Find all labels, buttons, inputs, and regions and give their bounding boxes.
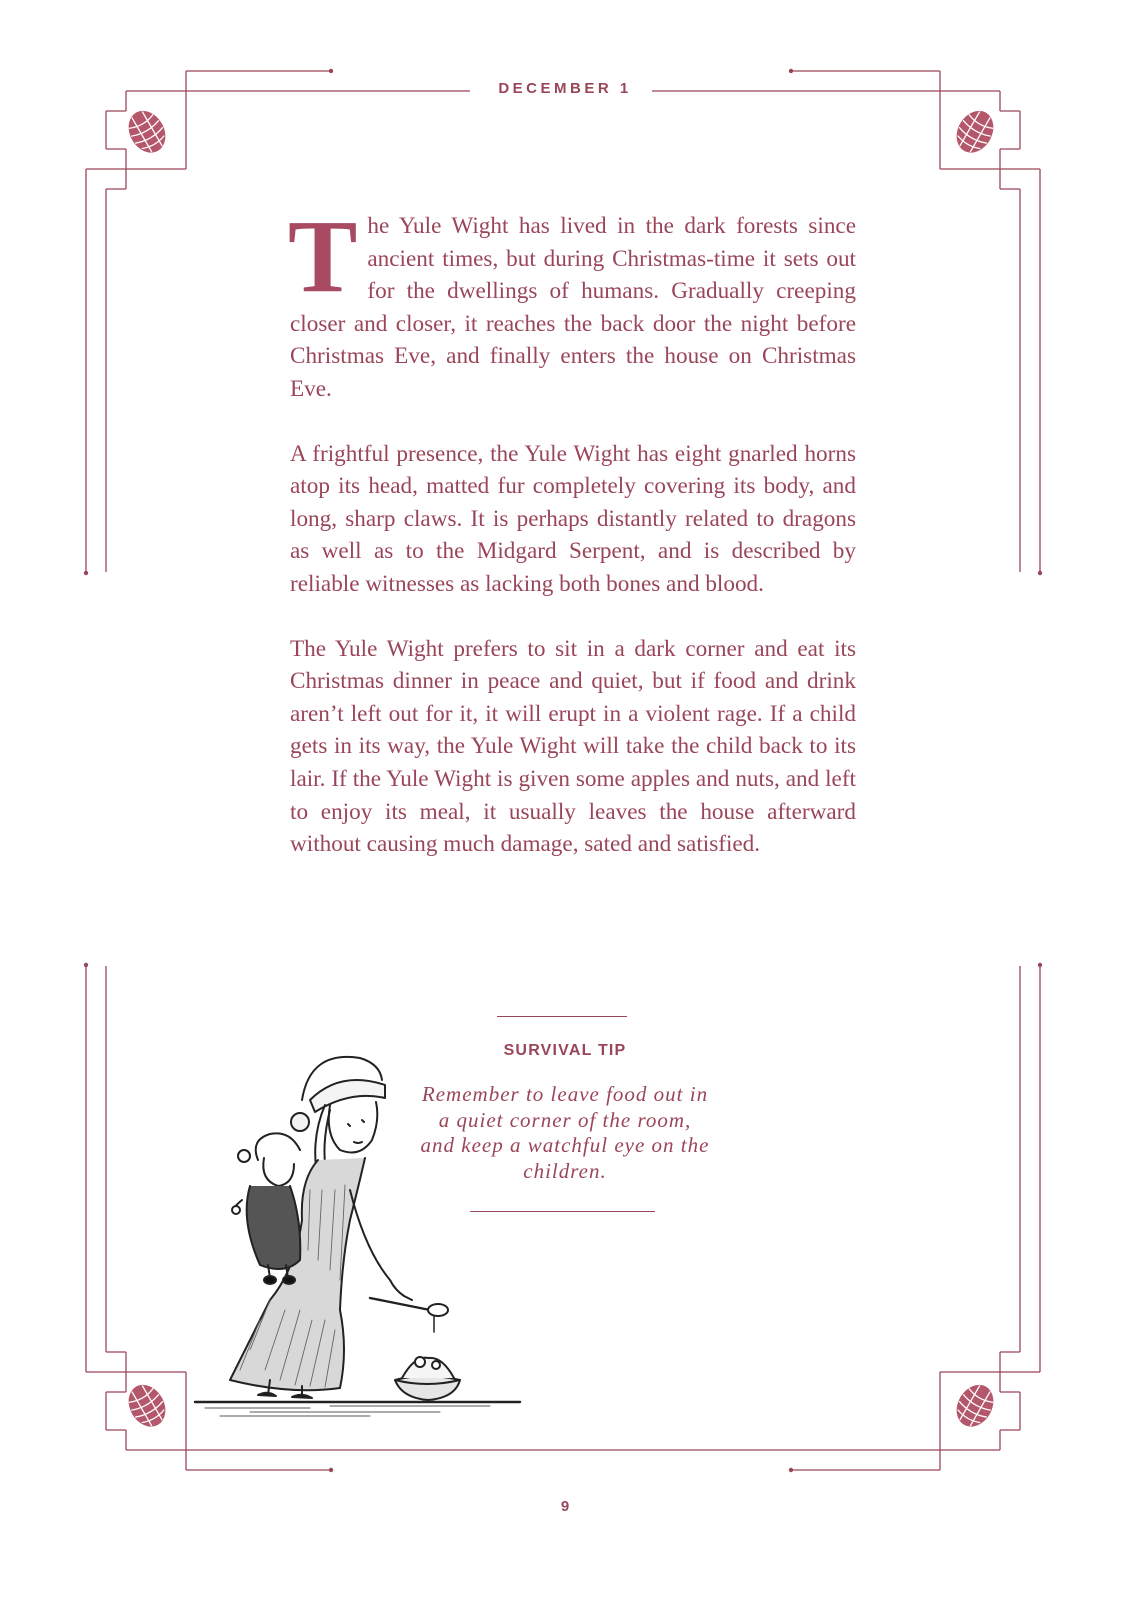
pinecone-icon xyxy=(950,102,1002,158)
article-body xyxy=(288,199,856,893)
paragraph-2: A frightful presence, the Yule Wight has eight gnarled horns atop its head, matted fur completely covering its body, and long, sharp claws. It is perhaps distantly related to dragons as well as to the Midgard Serpent, and is described by reliable witnesses as lacking both bones and blood. xyxy=(290,440,856,597)
tip-top-rule xyxy=(497,1016,627,1017)
pinecone-icon xyxy=(120,102,172,158)
pinecone-icon xyxy=(950,1376,1002,1432)
pinecone-icon xyxy=(120,1376,172,1432)
page-number: 9 xyxy=(560,1498,570,1515)
survival-tip-text: Remember to leave food out in a quiet corner of the room, and keep a watchful eye on the children. xyxy=(420,1082,710,1183)
drop-cap: T xyxy=(288,199,358,314)
woman-with-child-illustration xyxy=(190,1050,530,1420)
paragraph-1-text: he Yule Wight has lived in the dark forests since ancient times, but during Christmas-time it sets out for the dwellings of humans. Gradually creeping closer and closer, it reaches the back door the night before Christmas Eve, and finally enters the house on Christmas Eve. xyxy=(290,213,856,402)
paragraph-1 xyxy=(288,199,856,406)
chapter-date-label: DECEMBER 1 xyxy=(498,80,632,97)
paragraph-3: The Yule Wight prefers to sit in a dark corner and eat its Christmas dinner in peace and quiet, but if food and drink aren’t left out for it, it will erupt in a violent rage. If a child gets in its way, the Yule Wight will take the child back to its lair. If the Yule Wight is given some apples and nuts, and left to enjoy its meal, it usually leaves the house afterward without causing much damage, sated and satisfied. xyxy=(290,635,856,858)
survival-tip-title: SURVIVAL TIP xyxy=(503,1042,627,1059)
